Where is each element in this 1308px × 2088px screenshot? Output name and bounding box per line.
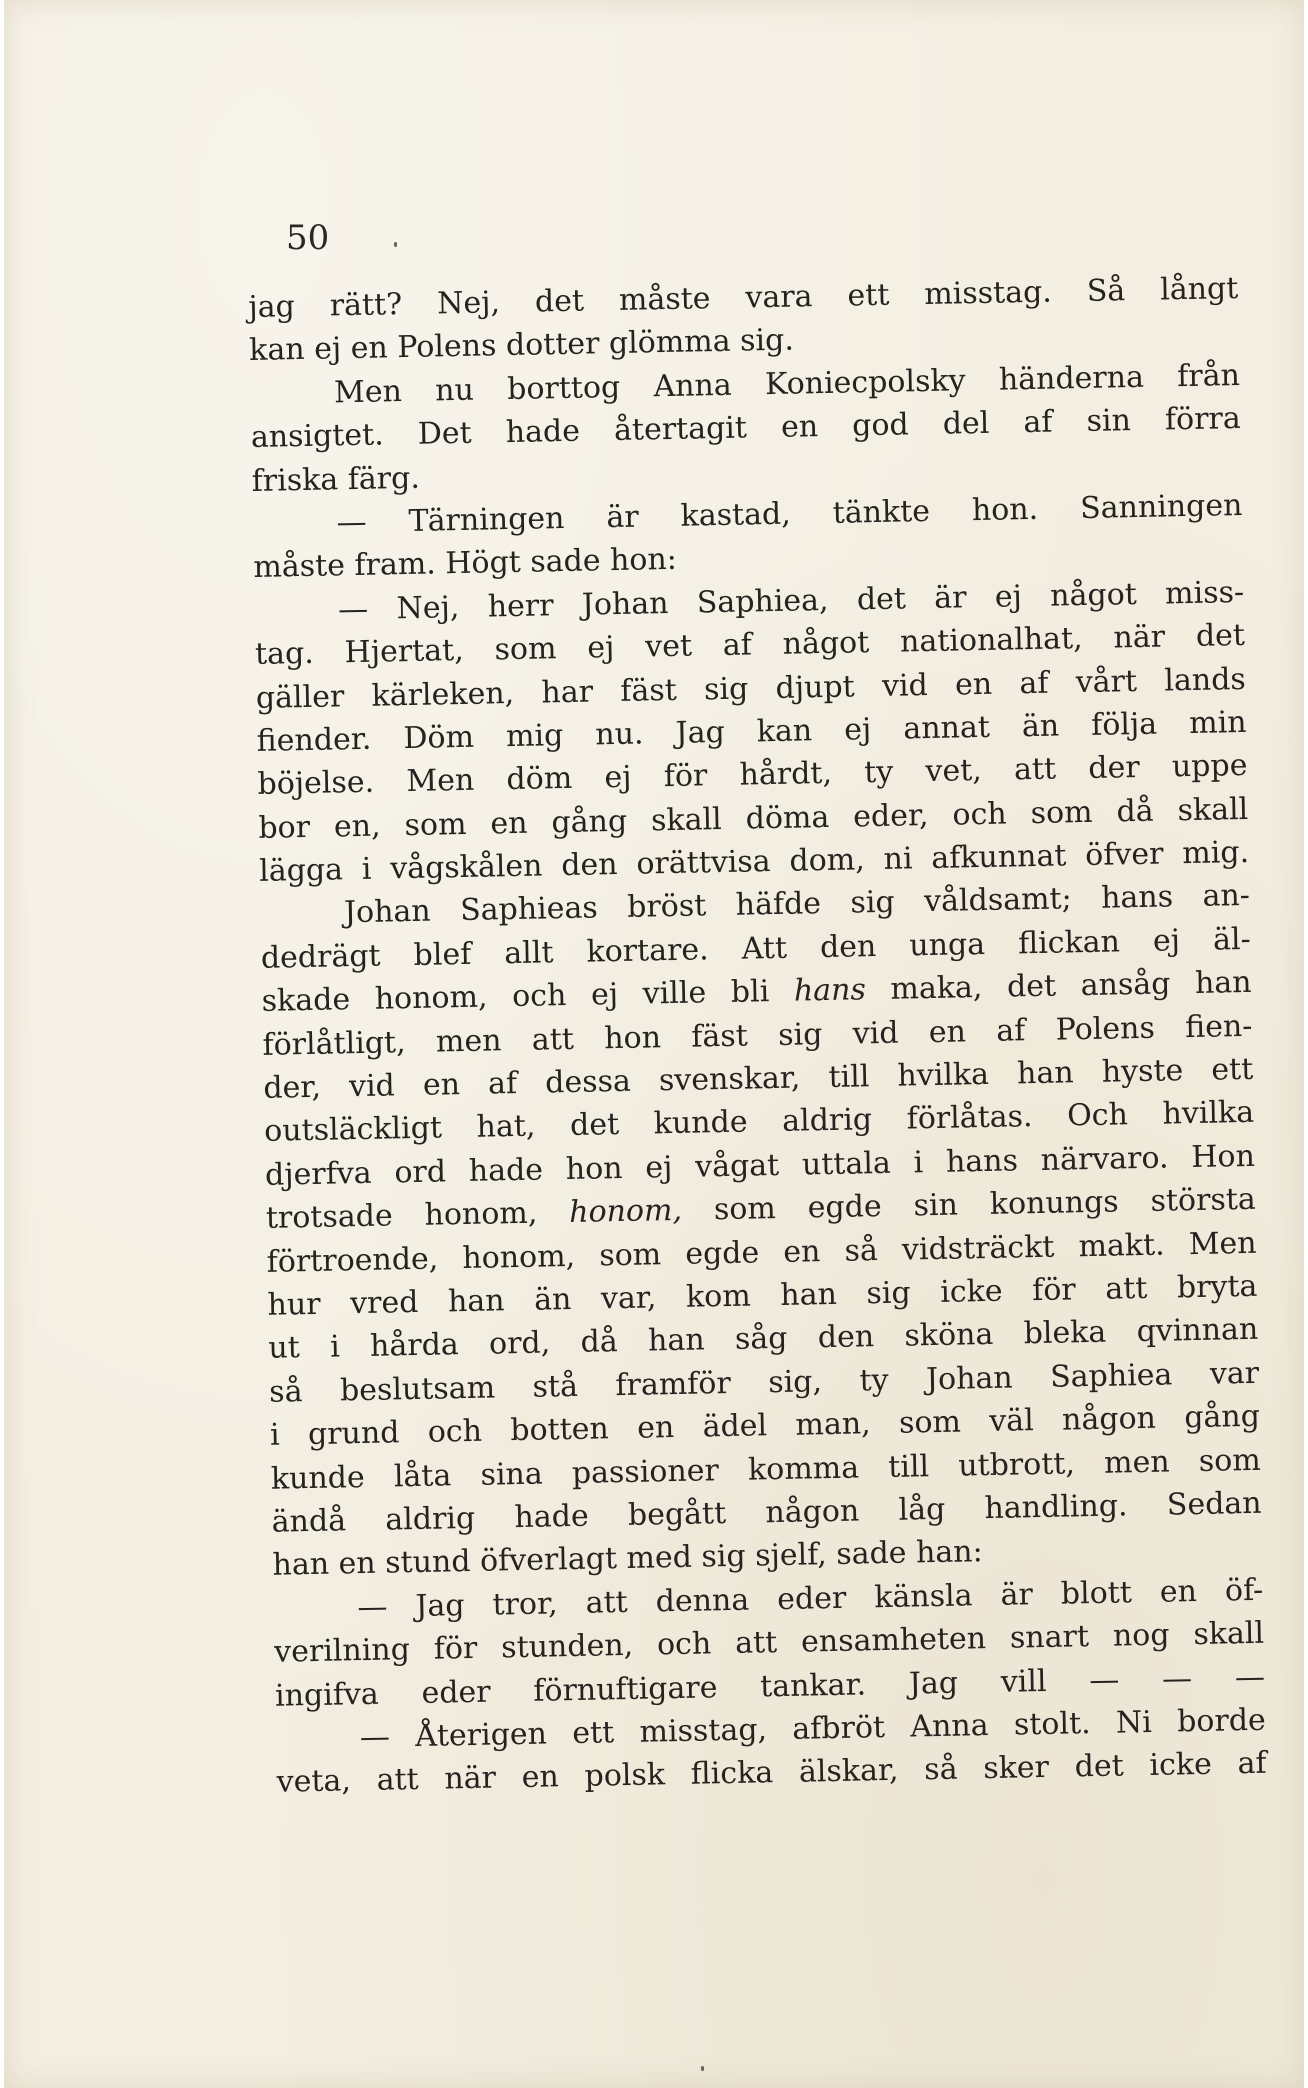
text-line: tag. Hjertat, som ej vet af något nationalhat, när det — [254, 618, 1246, 673]
text-line: så beslutsam stå framför sig, ty Johan Saphiea var — [268, 1355, 1260, 1410]
text-line: outsläckligt hat, det kunde aldrig förlåtas. Och hvilka — [263, 1095, 1255, 1150]
text-line: gäller kärleken, har fäst sig djupt vid en af vårt lands — [255, 661, 1247, 716]
text-segment: skade honom, och ej ville bli — [261, 973, 795, 1020]
text-line: — Återigen ett misstag, afbröt Anna stolt. Ni borde — [359, 1702, 1267, 1756]
text-line: — Tärningen är kastad, tänkte hon. Sanningen — [336, 487, 1243, 541]
text-line: måste fram. Högt sade hon: — [253, 542, 678, 586]
text-line: ansigtet. Det hade återtagit en god del af sin förra — [250, 401, 1242, 456]
page-number: 50 — [286, 218, 330, 258]
body-text — [248, 267, 1267, 1804]
paper-speck — [394, 242, 397, 247]
text-line: böjelse. Men döm ej för hårdt, ty vet, att der uppe — [257, 748, 1248, 803]
text-line: bor en, som en gång skall döma eder, och som då skall — [258, 791, 1249, 846]
text-line: förlåtligt, men att hon fäst sig vid en af Polens fien- — [262, 1008, 1253, 1063]
text-line: fiender. Döm mig nu. Jag kan ej annat än följa min — [256, 704, 1247, 759]
text-line: hur vred han än var, kom han sig icke för att bryta — [267, 1268, 1258, 1323]
text-segment: maka, det ansåg han — [865, 965, 1252, 1008]
text-line: han en stund öfverlagt med sig sjelf, sade han: — [272, 1534, 984, 1584]
text-segment: som egde sin konungs största — [681, 1182, 1257, 1229]
text-line: — Jag tror, att denna eder känsla är blott en öf- — [357, 1572, 1264, 1625]
text-line: der, vid en af dessa svenskar, till hvilka han hyste ett — [263, 1051, 1254, 1106]
italic-word: hans — [793, 972, 867, 1009]
text-line: förtroende, honom, som egde en så vidsträckt makt. Men — [266, 1225, 1257, 1280]
text-line: Men nu borttog Anna Koniecpolsky händerna från — [333, 357, 1241, 411]
text-segment: trotsade honom, — [265, 1195, 570, 1237]
text-line: i grund och botten en ädel man, som väl någon gång — [269, 1398, 1261, 1453]
text-line: dedrägt blef allt kortare. Att den unga flickan ej äl- — [260, 921, 1252, 976]
text-line: kunde låta sina passioner komma till utbrott, men som — [270, 1442, 1262, 1497]
text-line: ut i hårda ord, då han såg den sköna bleka qvinnan — [268, 1312, 1259, 1367]
text-line: jag rätt? Nej, det måste vara ett misstag. Så långt — [248, 270, 1239, 325]
paper-speck — [701, 2066, 704, 2071]
text-line: djerfva ord hade hon ej vågat uttala i hans närvaro. Hon — [264, 1138, 1256, 1193]
text-line: Johan Saphieas bröst häfde sig våldsamt; hans an- — [343, 878, 1251, 931]
text-line: lägga i vågskålen den orättvisa dom, ni afkunnat öfver mig. — [258, 834, 1250, 889]
book-page — [4, 0, 1304, 2088]
text-line: ingifva eder förnuftigare tankar. Jag vill — — — — [274, 1659, 1266, 1714]
text-line: ändå aldrig hade begått någon låg handling. Sedan — [271, 1485, 1262, 1540]
text-line: — Nej, herr Johan Saphiea, det är ej något miss- — [337, 574, 1245, 628]
text-line: friska färg. — [251, 460, 421, 499]
text-line: verilning för stunden, och att ensamheten snart nog skall — [273, 1615, 1265, 1670]
italic-word: honom, — [568, 1193, 683, 1231]
text-line: kan ej en Polens dotter glömma sig. — [248, 322, 795, 369]
text-line: veta, att när en polsk flicka älskar, så sker det icke af — [276, 1746, 1267, 1801]
